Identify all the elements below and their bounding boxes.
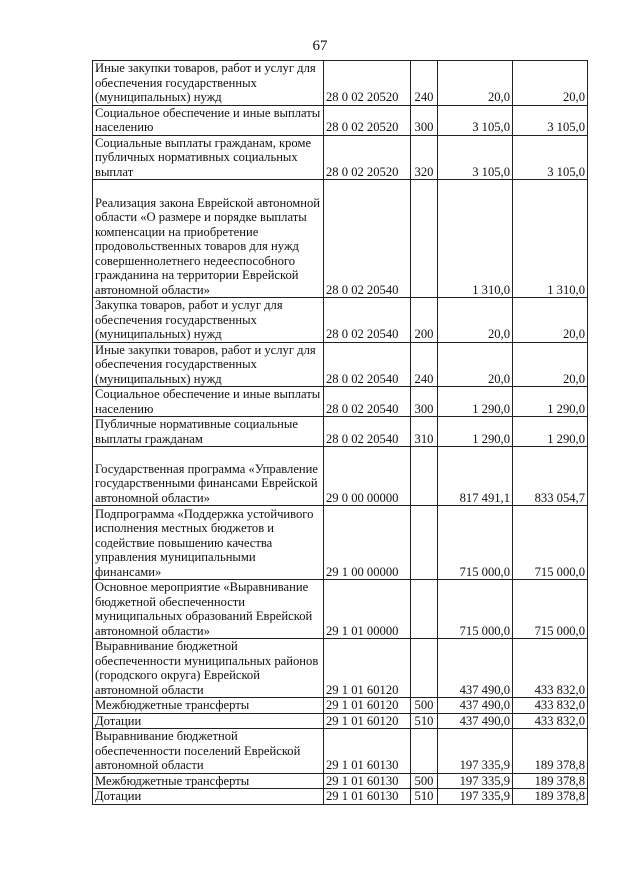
row-name: Социальное обеспечение и иные выплаты населению bbox=[93, 105, 324, 135]
row-name: Подпрограмма «Поддержка устойчивого исполнения местных бюджетов и содействие повышению качества управления муниципальными финансами» bbox=[93, 506, 324, 580]
row-value-2: 1 290,0 bbox=[513, 387, 588, 417]
row-code: 28 0 02 20540 bbox=[324, 180, 411, 298]
row-name: Межбюджетные трансферты bbox=[93, 773, 324, 789]
row-vr: 300 bbox=[411, 387, 438, 417]
row-value-2: 3 105,0 bbox=[513, 105, 588, 135]
row-value-1: 817 491,1 bbox=[438, 447, 513, 506]
table-row bbox=[93, 713, 588, 729]
row-vr bbox=[411, 580, 438, 639]
row-value-2: 20,0 bbox=[513, 342, 588, 387]
row-vr: 240 bbox=[411, 61, 438, 106]
table-row bbox=[93, 135, 588, 180]
row-value-2: 3 105,0 bbox=[513, 135, 588, 180]
row-value-1: 1 310,0 bbox=[438, 180, 513, 298]
row-value-1: 1 290,0 bbox=[438, 387, 513, 417]
row-value-2: 715 000,0 bbox=[513, 506, 588, 580]
row-vr bbox=[411, 639, 438, 698]
row-code: 29 1 01 60130 bbox=[324, 773, 411, 789]
table-row bbox=[93, 639, 588, 698]
row-value-1: 197 335,9 bbox=[438, 729, 513, 774]
row-code: 29 1 01 60120 bbox=[324, 713, 411, 729]
row-vr: 240 bbox=[411, 342, 438, 387]
row-value-1: 437 490,0 bbox=[438, 713, 513, 729]
row-code: 29 1 00 00000 bbox=[324, 506, 411, 580]
row-vr: 510 bbox=[411, 789, 438, 805]
budget-table bbox=[92, 60, 588, 805]
row-code: 29 0 00 00000 bbox=[324, 447, 411, 506]
row-vr: 500 bbox=[411, 698, 438, 714]
row-name: Реализация закона Еврейской автономной области «О размере и порядке выплаты компенсации на приобретение продовольственных товаров для нужд совершеннолетнего недееспособного гражданина на территории Еврейской автономной области» bbox=[93, 180, 324, 298]
row-name: Закупка товаров, работ и услуг для обеспечения государственных (муниципальных) нужд bbox=[93, 298, 324, 343]
table-row bbox=[93, 342, 588, 387]
table-row bbox=[93, 61, 588, 106]
row-value-2: 1 310,0 bbox=[513, 180, 588, 298]
table-row bbox=[93, 729, 588, 774]
table-row bbox=[93, 417, 588, 447]
row-name: Основное мероприятие «Выравнивание бюджетной обеспеченности муниципальных образований Еврейской автономной области» bbox=[93, 580, 324, 639]
row-code: 28 0 02 20520 bbox=[324, 61, 411, 106]
row-value-1: 197 335,9 bbox=[438, 789, 513, 805]
row-code: 28 0 02 20540 bbox=[324, 387, 411, 417]
row-value-2: 189 378,8 bbox=[513, 773, 588, 789]
table-row bbox=[93, 773, 588, 789]
row-name: Выравнивание бюджетной обеспеченности муниципальных районов (городского округа) Еврейской автономной области bbox=[93, 639, 324, 698]
table-row bbox=[93, 698, 588, 714]
row-value-2: 20,0 bbox=[513, 298, 588, 343]
row-code: 29 1 01 00000 bbox=[324, 580, 411, 639]
table-row bbox=[93, 298, 588, 343]
row-name: Межбюджетные трансферты bbox=[93, 698, 324, 714]
table-row bbox=[93, 105, 588, 135]
row-value-2: 433 832,0 bbox=[513, 698, 588, 714]
row-vr bbox=[411, 447, 438, 506]
row-vr bbox=[411, 180, 438, 298]
row-vr bbox=[411, 729, 438, 774]
row-name: Иные закупки товаров, работ и услуг для обеспечения государственных (муниципальных) нужд bbox=[93, 342, 324, 387]
row-value-2: 433 832,0 bbox=[513, 713, 588, 729]
table-row bbox=[93, 580, 588, 639]
row-value-1: 1 290,0 bbox=[438, 417, 513, 447]
row-value-1: 3 105,0 bbox=[438, 105, 513, 135]
row-value-1: 20,0 bbox=[438, 298, 513, 343]
row-name: Дотации bbox=[93, 713, 324, 729]
table-row bbox=[93, 447, 588, 506]
row-value-1: 20,0 bbox=[438, 61, 513, 106]
row-code: 28 0 02 20540 bbox=[324, 342, 411, 387]
row-name: Социальное обеспечение и иные выплаты населению bbox=[93, 387, 324, 417]
row-vr: 320 bbox=[411, 135, 438, 180]
row-value-1: 197 335,9 bbox=[438, 773, 513, 789]
row-value-2: 189 378,8 bbox=[513, 729, 588, 774]
row-code: 29 1 01 60120 bbox=[324, 698, 411, 714]
row-name: Выравнивание бюджетной обеспеченности поселений Еврейской автономной области bbox=[93, 729, 324, 774]
row-name: Иные закупки товаров, работ и услуг для обеспечения государственных (муниципальных) нужд bbox=[93, 61, 324, 106]
row-vr: 300 bbox=[411, 105, 438, 135]
row-vr: 200 bbox=[411, 298, 438, 343]
row-vr: 510 bbox=[411, 713, 438, 729]
row-value-2: 433 832,0 bbox=[513, 639, 588, 698]
row-value-1: 715 000,0 bbox=[438, 506, 513, 580]
row-code: 29 1 01 60130 bbox=[324, 789, 411, 805]
row-code: 29 1 01 60120 bbox=[324, 639, 411, 698]
row-value-2: 833 054,7 bbox=[513, 447, 588, 506]
row-value-2: 715 000,0 bbox=[513, 580, 588, 639]
row-code: 28 0 02 20540 bbox=[324, 417, 411, 447]
row-value-2: 189 378,8 bbox=[513, 789, 588, 805]
table-row bbox=[93, 506, 588, 580]
row-vr: 500 bbox=[411, 773, 438, 789]
row-value-2: 20,0 bbox=[513, 61, 588, 106]
row-vr bbox=[411, 506, 438, 580]
row-value-1: 20,0 bbox=[438, 342, 513, 387]
row-name: Публичные нормативные социальные выплаты гражданам bbox=[93, 417, 324, 447]
page-number: 67 bbox=[312, 38, 328, 54]
row-name: Дотации bbox=[93, 789, 324, 805]
table-row bbox=[93, 387, 588, 417]
row-value-1: 437 490,0 bbox=[438, 698, 513, 714]
row-value-2: 1 290,0 bbox=[513, 417, 588, 447]
row-code: 28 0 02 20520 bbox=[324, 135, 411, 180]
row-value-1: 437 490,0 bbox=[438, 639, 513, 698]
row-code: 29 1 01 60130 bbox=[324, 729, 411, 774]
row-value-1: 3 105,0 bbox=[438, 135, 513, 180]
budget-table-body bbox=[93, 61, 588, 805]
table-row bbox=[93, 180, 588, 298]
row-vr: 310 bbox=[411, 417, 438, 447]
row-name: Государственная программа «Управление государственными финансами Еврейской автономной области» bbox=[93, 447, 324, 506]
row-value-1: 715 000,0 bbox=[438, 580, 513, 639]
row-name: Социальные выплаты гражданам, кроме публичных нормативных социальных выплат bbox=[93, 135, 324, 180]
row-code: 28 0 02 20520 bbox=[324, 105, 411, 135]
row-code: 28 0 02 20540 bbox=[324, 298, 411, 343]
table-row bbox=[93, 789, 588, 805]
